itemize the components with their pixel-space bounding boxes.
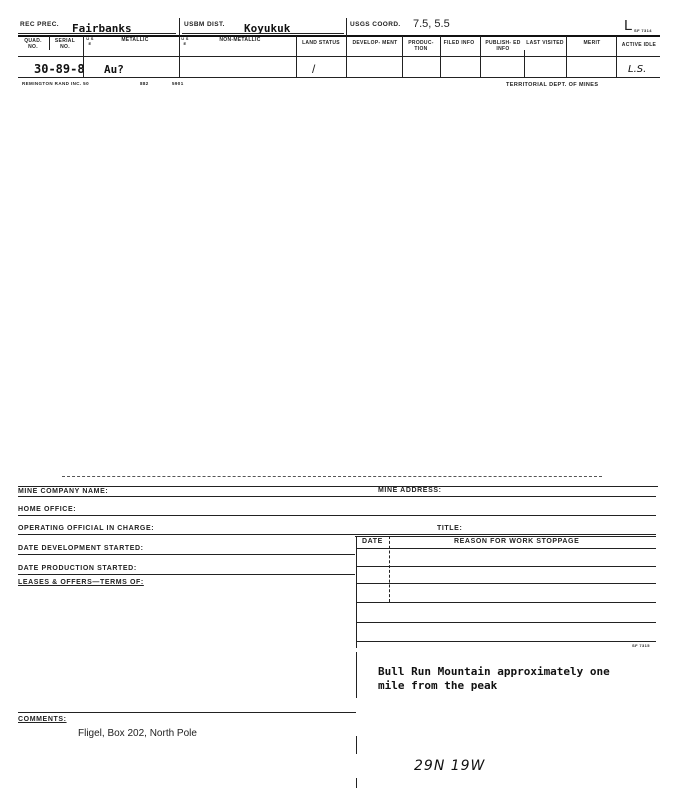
printer-label: REMINGTON RAND INC. 50 bbox=[22, 81, 89, 86]
col-metallic: METALLIC bbox=[121, 37, 149, 43]
col-filed-info: FILED INFO bbox=[443, 40, 475, 46]
home-office-label: HOME OFFICE: bbox=[18, 506, 77, 513]
col-non-metallic: NON-METALLIC bbox=[219, 37, 261, 43]
form-number-bottom: SF 7315 bbox=[632, 643, 650, 648]
merit-mark: L.S. bbox=[628, 64, 647, 75]
department-label: TERRITORIAL DEPT. OF MINES bbox=[506, 82, 599, 88]
col-development: DEVELOP- MENT bbox=[352, 40, 398, 46]
date-production-label: DATE PRODUCTION STARTED: bbox=[18, 565, 137, 572]
col-published-info: PUBLISH- ED INFO bbox=[485, 40, 521, 52]
usbm-dist-label: USBM DIST. bbox=[184, 21, 225, 28]
comments-label: COMMENTS: bbox=[18, 716, 67, 723]
handwritten-grid-ref: 29N 19W bbox=[414, 758, 486, 774]
title-label: TITLE: bbox=[437, 525, 463, 532]
quad-serial-value: 30-89-8 bbox=[34, 62, 85, 76]
printer-number-1: 882 bbox=[140, 81, 149, 86]
leases-offers-label: LEASES & OFFERS—TERMS OF: bbox=[18, 579, 144, 586]
col-quad-no: QUAD. NO. bbox=[24, 38, 42, 50]
operating-official-label: OPERATING OFFICIAL IN CHARGE: bbox=[18, 525, 155, 532]
rec-prec-label: REC PREC. bbox=[20, 21, 59, 28]
date-development-label: DATE DEVELOPMENT STARTED: bbox=[18, 545, 144, 552]
reason-column-label: REASON FOR WORK STOPPAGE bbox=[454, 538, 580, 545]
corner-mark: L bbox=[624, 17, 633, 34]
usgs-coord-label: USGS COORD. bbox=[350, 21, 401, 28]
col-use-code-2: U S E bbox=[181, 36, 189, 46]
col-land-status: LAND STATUS bbox=[302, 40, 340, 46]
form-number-top: SF 7314 bbox=[634, 28, 652, 33]
land-status-mark: / bbox=[312, 62, 316, 76]
mine-company-name-label: MINE COMPANY NAME: bbox=[18, 488, 109, 495]
col-use-code: U S E bbox=[86, 36, 94, 46]
col-merit: MERIT bbox=[583, 40, 601, 46]
usgs-coord-value: 7.5, 5.5 bbox=[413, 18, 450, 30]
mine-address-label: MINE ADDRESS: bbox=[378, 487, 442, 494]
comments-value: Fligel, Box 202, North Pole bbox=[78, 728, 197, 739]
rec-prec-value: Fairbanks bbox=[72, 22, 132, 35]
col-last-visited: LAST VISITED bbox=[526, 40, 564, 46]
commodity-value: Au? bbox=[104, 63, 124, 76]
col-active-idle: ACTIVE IDLE bbox=[621, 42, 657, 48]
date-column-label: DATE bbox=[362, 538, 383, 545]
col-serial-no: SERIAL NO. bbox=[54, 38, 76, 50]
col-production: PRODUC- TION bbox=[408, 40, 434, 52]
printer-number-2: 5901 bbox=[172, 81, 184, 86]
usbm-dist-value: Koyukuk bbox=[244, 22, 291, 35]
location-note: Bull Run Mountain approximately one mile from the peak bbox=[378, 665, 610, 692]
